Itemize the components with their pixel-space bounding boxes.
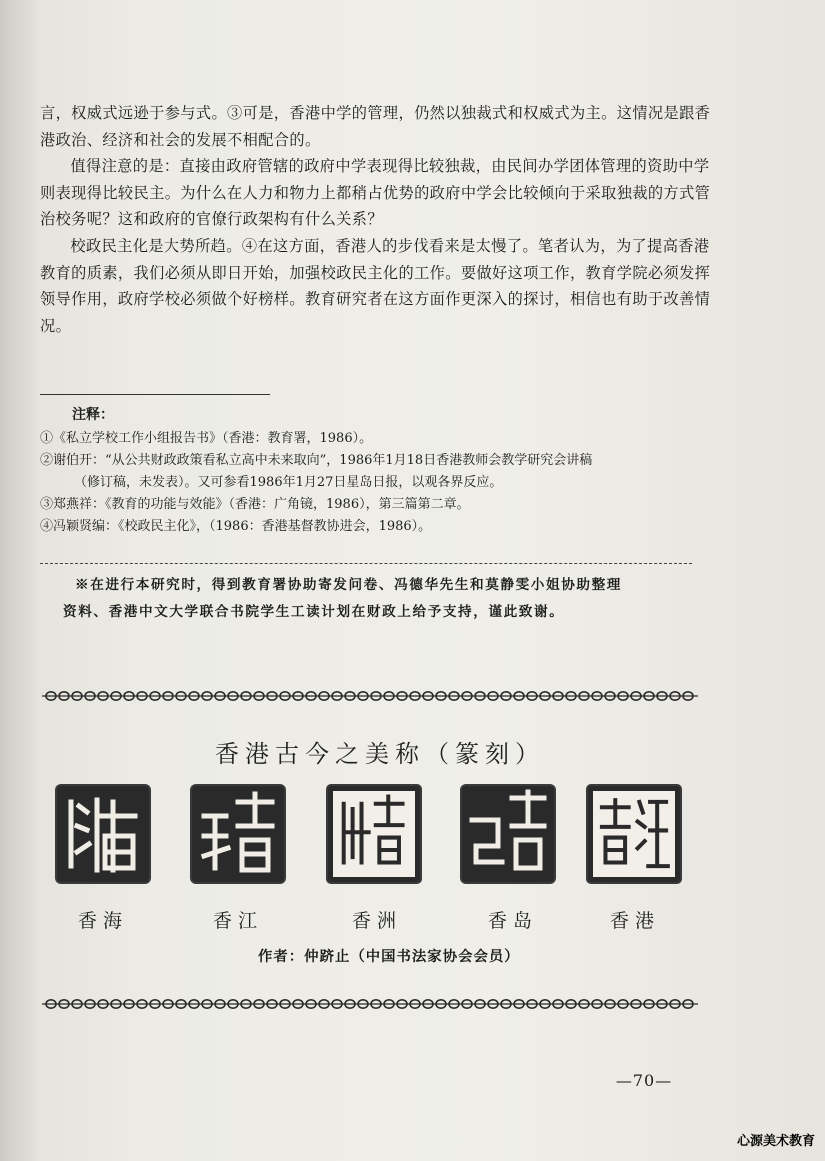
paragraph-1: 言，权威式远逊于参与式。③可是，香港中学的管理，仍然以独裁式和权威式为主。这情况是跟香港政治、经济和社会的发展不相配合的。: [40, 104, 711, 149]
seal-xianghai-icon: [57, 786, 149, 882]
note-2-continuation: （修订稿，未发表）。又可参看1986年1月27日星岛日报，以观各界反应。: [74, 475, 503, 490]
acknowledgement-line-2: 资料、香港中文大学联合书院学生工读计划在财政上给予支持，谨此致谢。: [63, 604, 565, 620]
seal-author: 作者：仲跻止（中国书法家协会会员）: [258, 948, 520, 965]
chain-pattern-icon: [42, 996, 698, 1012]
seal-section-title: 香港古今之美称（篆刻）: [215, 740, 545, 768]
main-body-text: [40, 100, 720, 339]
seal-label-3: 香洲: [351, 910, 402, 932]
seal-xianggang-icon: [588, 786, 680, 882]
chain-pattern-icon: [42, 688, 698, 704]
page-gutter-shadow: [0, 0, 40, 1161]
note-3: ③郑燕祥：《教育的功能与效能》（香港：广角镜，1986），第三篇第二章。: [40, 497, 470, 512]
notes-divider: [40, 394, 270, 395]
seal-xiangjiang-icon: [192, 786, 284, 882]
seal-label-5: 香港: [609, 910, 660, 932]
seal-label-2: 香江: [212, 910, 263, 932]
note-4: ④冯颖贤编：《校政民主化》，（1986：香港基督教协进会，1986）。: [40, 519, 432, 534]
page-number: —70—: [615, 1071, 673, 1090]
seal-xiangdao-icon: [462, 786, 554, 882]
note-2: ②谢伯开：“从公共财政政策看私立高中未来取向”，1986年1月18日香港教师会教学研究会讲稿: [40, 453, 593, 468]
acknowledgement-divider: [40, 563, 692, 564]
seal-xiangzhou-icon: [328, 786, 420, 882]
note-1: ①《私立学校工作小组报告书》（香港：教育署，1986）。: [40, 431, 373, 446]
notes-section: [40, 402, 740, 538]
acknowledgement: [63, 572, 735, 626]
notes-heading: 注释：: [72, 407, 114, 423]
chain-border-top: [42, 688, 698, 704]
chain-border-bottom: [42, 996, 698, 1012]
paragraph-3: 校政民主化是大势所趋。④在这方面，香港人的步伐看来是太慢了。笔者认为，为了提高香港教育的质素，我们必须从即日开始，加强校政民主化的工作。要做好这项工作，教育学院必须发挥领导作用，政府学校必须做个好榜样。教育研究者在这方面作更深入的探讨，相信也有助于改善情况。: [40, 236, 711, 335]
seal-label-4: 香岛: [487, 910, 538, 932]
acknowledgement-line-1: ※在进行本研究时，得到教育署协助寄发问卷、冯德华先生和莫静雯小姐协助整理: [75, 577, 622, 593]
seal-label-1: 香海: [77, 910, 128, 932]
watermark-text: 心源美术教育: [736, 1134, 815, 1149]
paragraph-2: 值得注意的是：直接由政府管辖的政府中学表现得比较独裁，由民间办学团体管理的资助中学则表现得比较民主。为什么在人力和物力上都稍占优势的政府中学会比较倾向于采取独裁的方式管治校务呢？这和政府的官僚行政架构有什么关系？: [40, 157, 711, 229]
